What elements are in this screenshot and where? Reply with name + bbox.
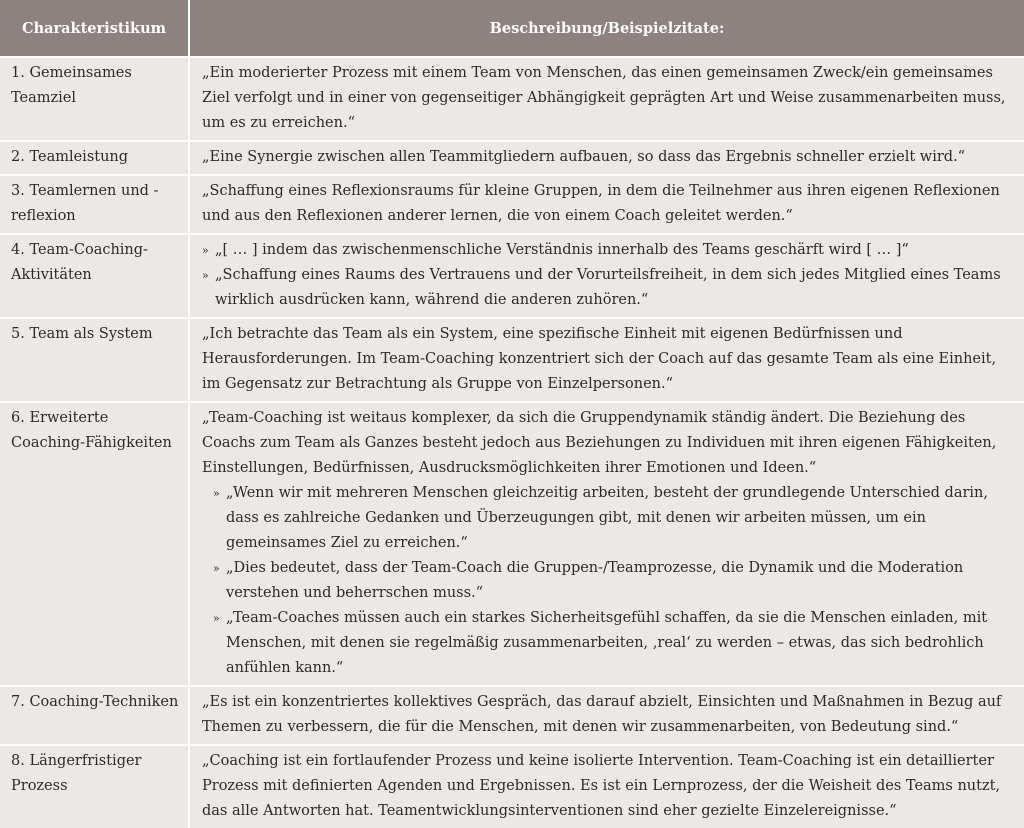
list-item — [213, 606, 1016, 681]
list-item — [213, 481, 1016, 556]
table-row — [0, 401, 1024, 685]
row-label: 7. Coaching-Techniken — [0, 685, 190, 744]
row-description — [190, 401, 1024, 685]
list-item — [213, 556, 1016, 606]
bullet-marker: » — [213, 487, 220, 500]
row-description: „Ein moderierter Prozess mit einem Team von Menschen, das einen gemeinsamen Zweck/ein gemeinsames Ziel verfolgt und in einer von gegenseitiger Abhängigkeit geprägten Art und Weise zusammenarbeiten muss, um es zu erreichen.“ — [190, 56, 1024, 140]
bullet-text: „Dies bedeutet, dass der Team-Coach die Gruppen-/Teamprozesse, die Dynamik und die Moderation verstehen und beherrschen muss.“ — [226, 560, 964, 601]
row-label: 8. Längerfristiger Prozess — [0, 744, 190, 828]
table-row — [0, 685, 1024, 744]
bullet-text: „Wenn wir mit mehreren Menschen gleichzeitig arbeiten, besteht der grundlegende Unterschied darin, dass es zahlreiche Gedanken und Überzeugungen gibt, mit denen wir arbeiten müssen, um ein gemeinsames Ziel zu erreichen.“ — [226, 485, 988, 551]
row-description: „Ich betrachte das Team als ein System, eine spezifische Einheit mit eigenen Bedürfnissen und Herausforderungen. Im Team-Coaching konzentriert sich der Coach auf das gesamte Team als eine Einheit, im Gegensatz zur Betrachtung als Gruppe von Einzelpersonen.“ — [190, 317, 1024, 401]
row-description: „Eine Synergie zwischen allen Teammitgliedern aufbauen, so dass das Ergebnis schneller erzielt wird.“ — [190, 140, 1024, 174]
row-description: „Coaching ist ein fortlaufender Prozess und keine isolierte Intervention. Team-Coaching ist ein detaillierter Prozess mit definierten Agenden und Ergebnissen. Es ist ein Lernprozess, der die Weisheit des Teams nutzt, das alle Antworten hat. Teamentwicklungsinterventionen sind eher gezielte Einzelereignisse.“ — [190, 744, 1024, 828]
header-characteristic: Charakteristikum — [0, 0, 190, 56]
row-label: 3. Teamlernen und -reflexion — [0, 174, 190, 233]
table-row — [0, 744, 1024, 828]
row-label: 4. Team-Coaching-Aktivitäten — [0, 233, 190, 317]
row-label: 6. Erweiterte Coaching-Fähigkeiten — [0, 401, 190, 685]
header-row — [0, 0, 1024, 56]
bullet-marker: » — [213, 562, 220, 575]
row-description: „Es ist ein konzentriertes kollektives Gespräch, das darauf abzielt, Einsichten und Maßnahmen in Bezug auf Themen zu verbessern, die für die Menschen, mit denen wir zusammenarbeiten, von Bedeutung sind.“ — [190, 685, 1024, 744]
table-row — [0, 140, 1024, 174]
bullet-text: „Schaffung eines Raums des Vertrauens und der Vorurteilsfreiheit, in dem sich jedes Mitglied eines Teams wirklich ausdrücken kann, während die anderen zuhören.“ — [215, 267, 1001, 308]
list-item — [202, 263, 1016, 313]
row-description-text: „Team-Coaching ist weitaus komplexer, da sich die Gruppendynamik ständig ändert. Die Beziehung des Coachs zum Team als Ganzes besteht jedoch aus Beziehungen zu Individuen mit ihren eigenen Fähigkeiten, Einstellungen, Bedürfnissen, Ausdrucksmöglichkeiten ihrer Emotionen und Ideen.“ — [202, 410, 997, 476]
row-description: „Schaffung eines Reflexionsraums für kleine Gruppen, in dem die Teilnehmer aus ihren eigenen Reflexionen und aus den Reflexionen anderer lernen, die von einem Coach geleitet werden.“ — [190, 174, 1024, 233]
row-label: 1. Gemeinsames Teamziel — [0, 56, 190, 140]
table-row — [0, 233, 1024, 317]
table-row — [0, 317, 1024, 401]
table-row — [0, 56, 1024, 140]
table-row — [0, 174, 1024, 233]
row-description — [190, 233, 1024, 317]
bullet-marker: » — [202, 244, 209, 257]
list-item — [202, 238, 1016, 263]
header-description: Beschreibung/Beispielzitate: — [190, 0, 1024, 56]
bullet-text: „[ … ] indem das zwischenmenschliche Verständnis innerhalb des Teams geschärft wird [ … ]“ — [215, 242, 909, 258]
row-label: 5. Team als System — [0, 317, 190, 401]
bullet-text: „Team-Coaches müssen auch ein starkes Sicherheitsgefühl schaffen, da sie die Menschen einladen, mit Menschen, mit denen sie regelmäßig zusammenarbeiten, ‚real‘ zu werden – etwas, das sich bedrohlich anfühlen kann.“ — [226, 610, 988, 676]
row-label: 2. Teamleistung — [0, 140, 190, 174]
bullet-marker: » — [213, 612, 220, 625]
bullet-marker: » — [202, 269, 209, 282]
